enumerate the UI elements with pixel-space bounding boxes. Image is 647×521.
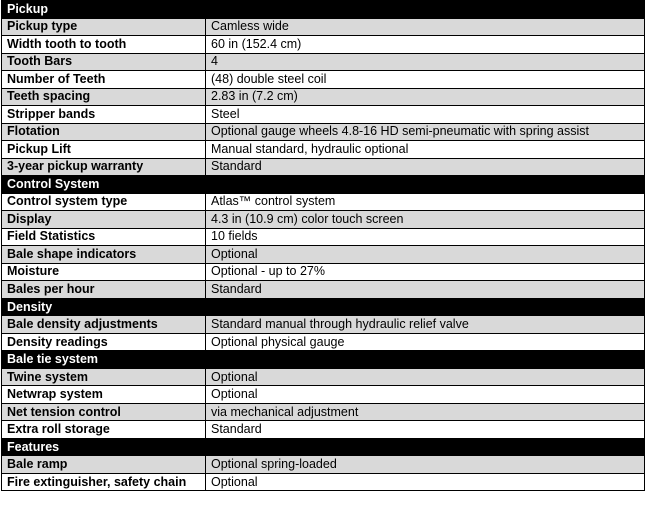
table-row xyxy=(2,106,645,124)
section-title: Pickup xyxy=(2,1,206,19)
spec-value: 10 fields xyxy=(206,228,645,246)
table-row xyxy=(2,386,645,404)
table-row xyxy=(2,473,645,491)
section-header-bale-tie-system xyxy=(2,351,645,369)
table-row xyxy=(2,263,645,281)
spec-label: Fire extinguisher, safety chain xyxy=(2,473,206,491)
section-header-blank xyxy=(206,1,645,19)
spec-label: Stripper bands xyxy=(2,106,206,124)
table-row xyxy=(2,141,645,159)
spec-label: Bale ramp xyxy=(2,456,206,474)
table-row xyxy=(2,333,645,351)
spec-label: Pickup Lift xyxy=(2,141,206,159)
spec-value: 60 in (152.4 cm) xyxy=(206,36,645,54)
spec-label: Teeth spacing xyxy=(2,88,206,106)
table-row xyxy=(2,316,645,334)
spec-value: Standard xyxy=(206,158,645,176)
table-row xyxy=(2,228,645,246)
spec-label: Flotation xyxy=(2,123,206,141)
table-row xyxy=(2,71,645,89)
table-row xyxy=(2,123,645,141)
spec-value: Optional gauge wheels 4.8-16 HD semi-pneumatic with spring assist xyxy=(206,123,645,141)
spec-value: Manual standard, hydraulic optional xyxy=(206,141,645,159)
spec-value: 2.83 in (7.2 cm) xyxy=(206,88,645,106)
spec-label: Netwrap system xyxy=(2,386,206,404)
spec-label: Control system type xyxy=(2,193,206,211)
table-row xyxy=(2,421,645,439)
spec-value: Optional physical gauge xyxy=(206,333,645,351)
spec-label: Tooth Bars xyxy=(2,53,206,71)
section-header-control-system xyxy=(2,176,645,194)
section-header-blank xyxy=(206,438,645,456)
spec-label: Display xyxy=(2,211,206,229)
table-row xyxy=(2,88,645,106)
table-row xyxy=(2,368,645,386)
section-header-features xyxy=(2,438,645,456)
spec-label: Number of Teeth xyxy=(2,71,206,89)
spec-value: Optional spring-loaded xyxy=(206,456,645,474)
table-row xyxy=(2,36,645,54)
spec-value: Standard xyxy=(206,421,645,439)
spec-value: Atlas™ control system xyxy=(206,193,645,211)
spec-label: Field Statistics xyxy=(2,228,206,246)
spec-value: 4.3 in (10.9 cm) color touch screen xyxy=(206,211,645,229)
table-row xyxy=(2,246,645,264)
spec-value: Steel xyxy=(206,106,645,124)
spec-value: 4 xyxy=(206,53,645,71)
section-header-blank xyxy=(206,351,645,369)
spec-label: 3-year pickup warranty xyxy=(2,158,206,176)
spec-value: Standard manual through hydraulic relief valve xyxy=(206,316,645,334)
spec-label: Net tension control xyxy=(2,403,206,421)
section-header-pickup xyxy=(2,1,645,19)
spec-value: Optional xyxy=(206,386,645,404)
spec-label: Bale shape indicators xyxy=(2,246,206,264)
spec-label: Twine system xyxy=(2,368,206,386)
table-row xyxy=(2,456,645,474)
spec-value: Standard xyxy=(206,281,645,299)
section-header-blank xyxy=(206,298,645,316)
spec-label: Width tooth to tooth xyxy=(2,36,206,54)
spec-value: Camless wide xyxy=(206,18,645,36)
section-title: Features xyxy=(2,438,206,456)
spec-label: Moisture xyxy=(2,263,206,281)
spec-value: (48) double steel coil xyxy=(206,71,645,89)
table-row xyxy=(2,403,645,421)
spec-label: Extra roll storage xyxy=(2,421,206,439)
section-header-density xyxy=(2,298,645,316)
spec-table xyxy=(1,0,645,491)
section-title: Density xyxy=(2,298,206,316)
spec-label: Pickup type xyxy=(2,18,206,36)
table-row xyxy=(2,281,645,299)
section-title: Control System xyxy=(2,176,206,194)
table-row xyxy=(2,193,645,211)
table-row xyxy=(2,53,645,71)
section-header-blank xyxy=(206,176,645,194)
spec-label: Density readings xyxy=(2,333,206,351)
table-row xyxy=(2,158,645,176)
spec-value: Optional xyxy=(206,473,645,491)
spec-value: via mechanical adjustment xyxy=(206,403,645,421)
spec-label: Bale density adjustments xyxy=(2,316,206,334)
spec-label: Bales per hour xyxy=(2,281,206,299)
spec-value: Optional - up to 27% xyxy=(206,263,645,281)
table-row xyxy=(2,211,645,229)
spec-value: Optional xyxy=(206,246,645,264)
table-row xyxy=(2,18,645,36)
section-title: Bale tie system xyxy=(2,351,206,369)
spec-value: Optional xyxy=(206,368,645,386)
spec-table-body xyxy=(2,1,645,491)
